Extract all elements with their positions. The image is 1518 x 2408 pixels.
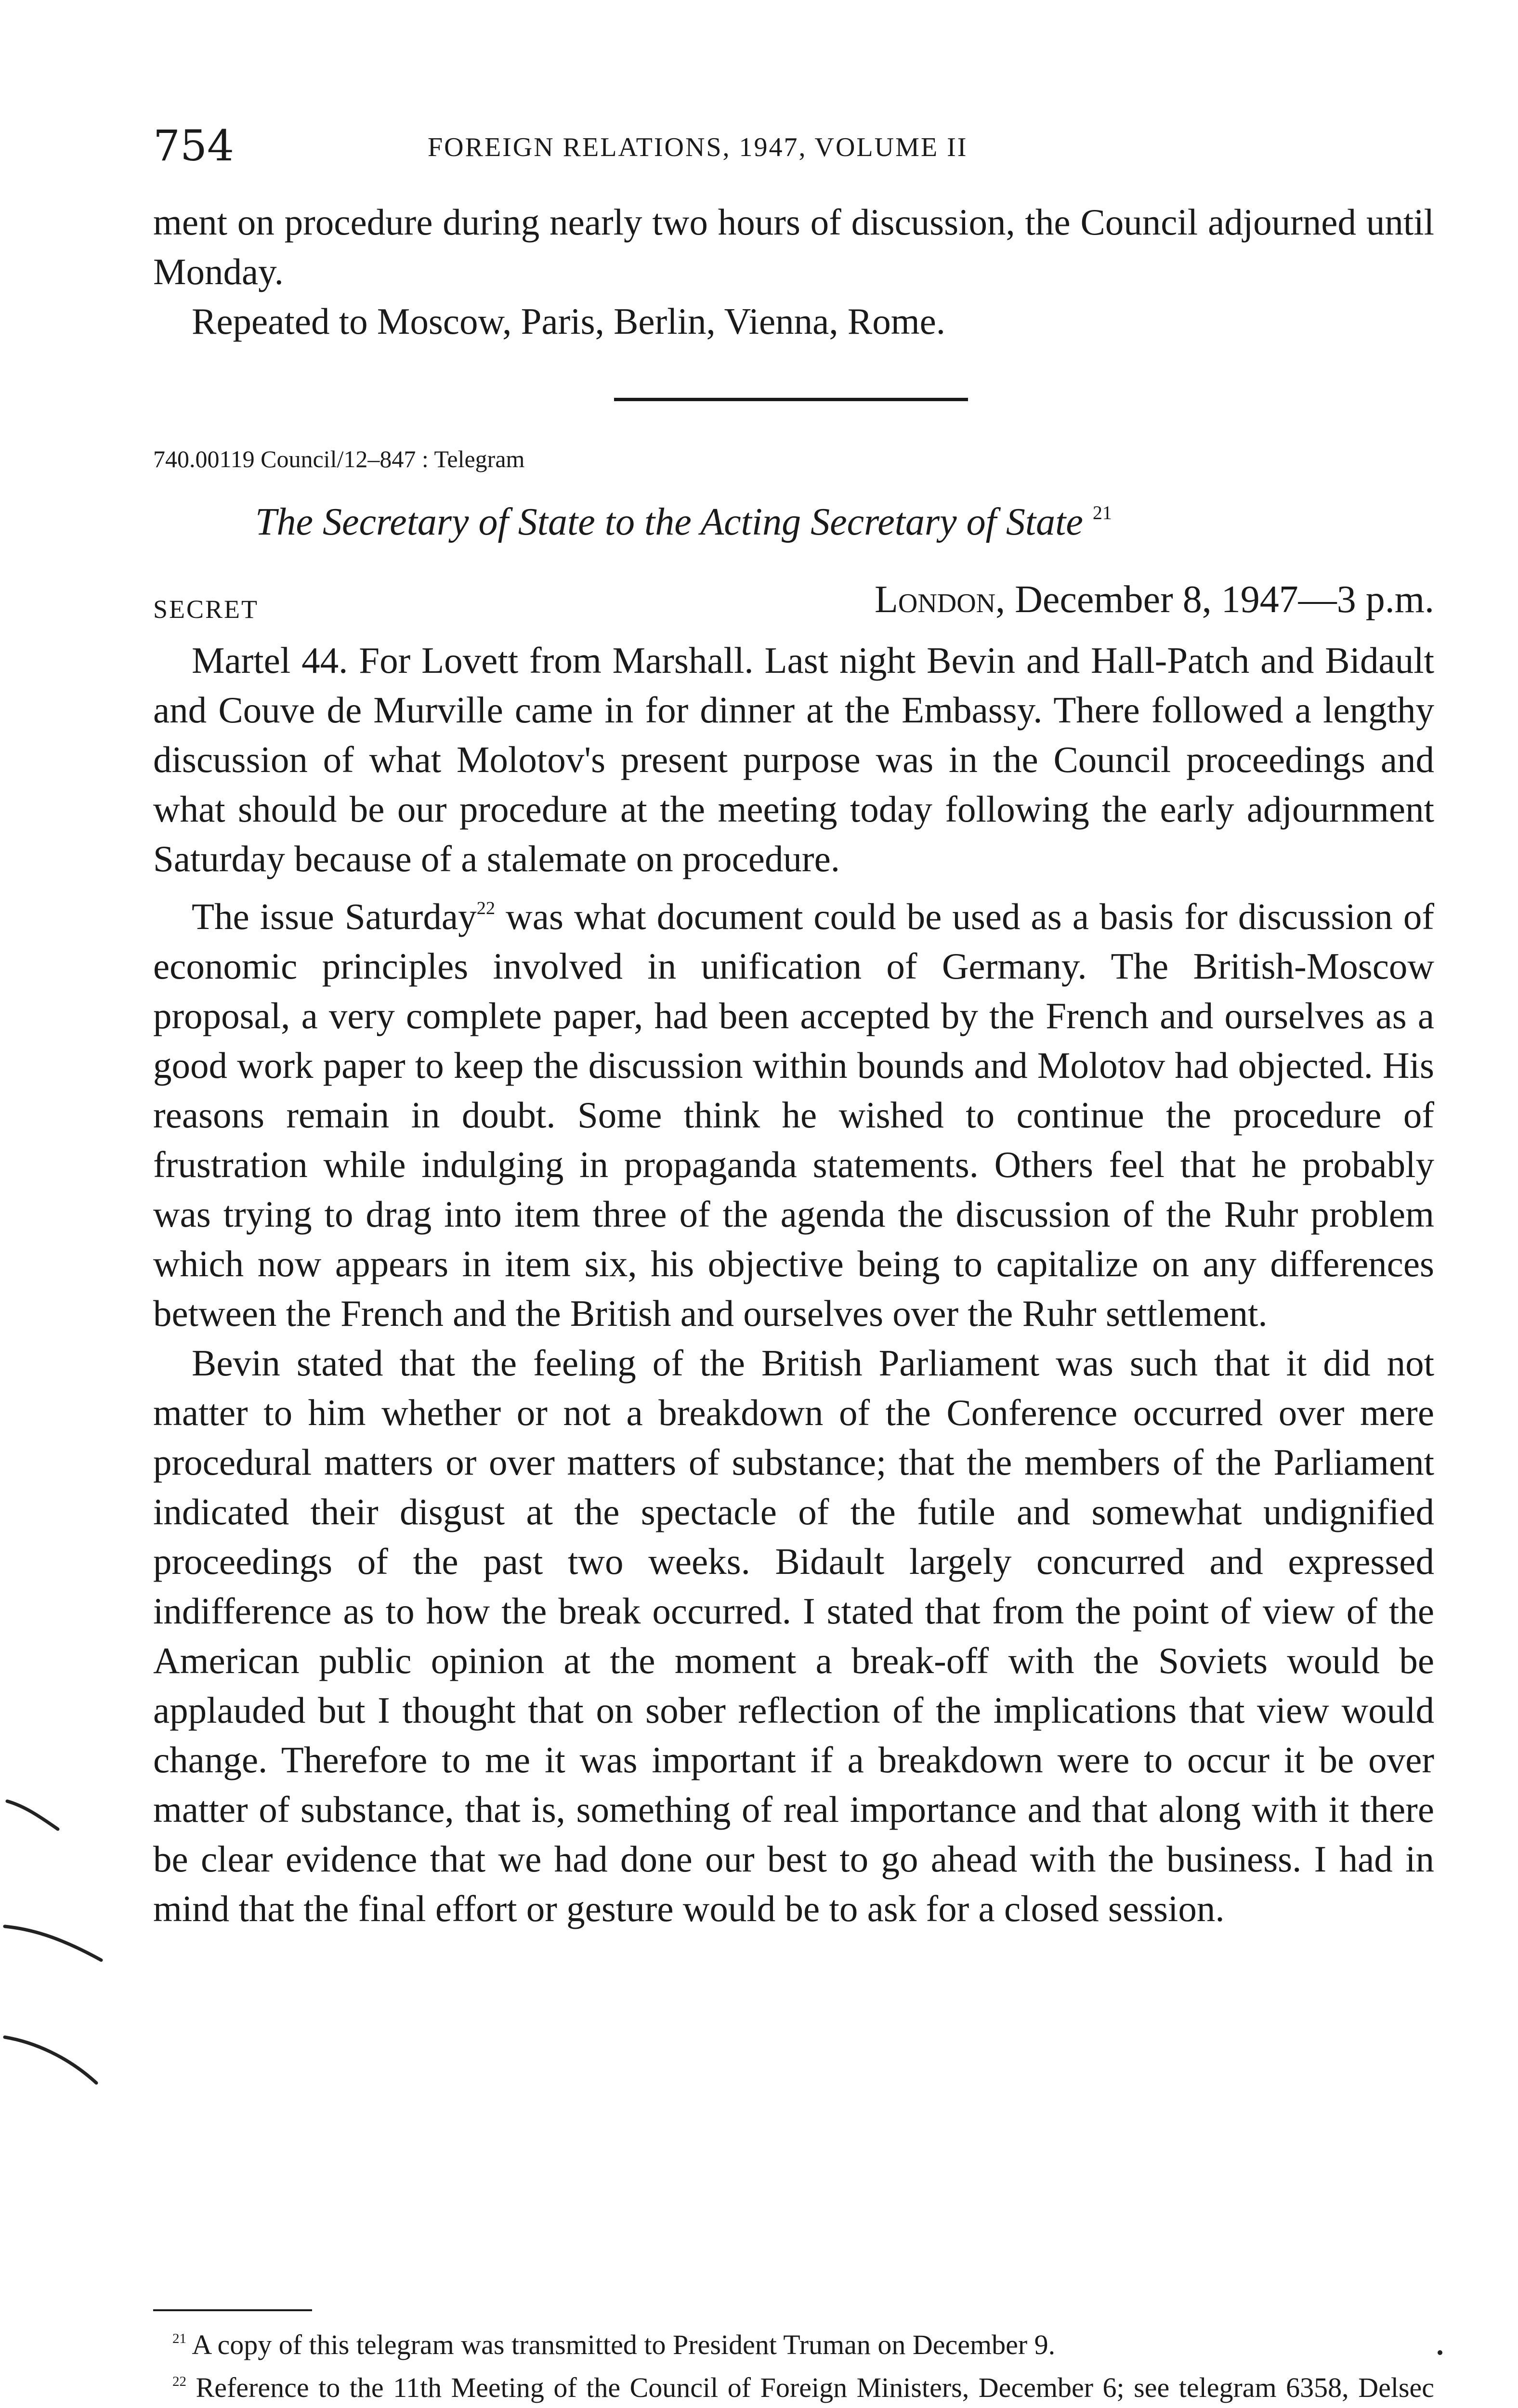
- page-number: 754: [153, 121, 234, 170]
- stray-mark: [1438, 2350, 1442, 2355]
- body-paragraph-1: Martel 44. For Lovett from Marshall. Last night Bevin and Hall-Patch and Bidault and Couve de Murville came in for dinner at the Embassy. There followed a lengthy discussion of what Molotov's present purpose was in the Council proceedings and what should be our procedure at the meeting today following the early adjournment Saturday because of a stalemate on procedure.: [153, 640, 1434, 879]
- file-reference: 740.00119 Council/12–847 : Telegram: [153, 445, 525, 472]
- footnote-ref-21: 21: [1092, 502, 1112, 523]
- footnote-22-number: 22: [172, 2374, 186, 2390]
- section-divider: [614, 398, 968, 401]
- footnotes: [153, 2320, 1434, 2408]
- body-paragraph-2-start: The issue Saturday: [192, 895, 477, 937]
- footnote-ref-22: 22: [476, 898, 496, 918]
- body-paragraph-2: [153, 884, 1434, 1338]
- footnote-22-text: Reference to the 11th Meeting of the Council of Foreign Ministers, December 6; see telegram 6358, Delsec: [196, 2372, 1434, 2404]
- footnote-21: [153, 2320, 1434, 2363]
- classification-label: SECRET: [153, 595, 259, 624]
- footnote-22: [153, 2363, 1434, 2408]
- footnote-separator: [153, 2309, 312, 2311]
- document-title-text: The Secretary of State to the Acting Secretary of State: [255, 501, 1083, 543]
- repeated-to-line: Repeated to Moscow, Paris, Berlin, Vienna, Rome.: [192, 301, 946, 342]
- footnote-21-number: 21: [172, 2331, 186, 2346]
- document-title: [255, 486, 1112, 549]
- continuation-text: [153, 197, 1434, 346]
- page-header: [153, 119, 1434, 172]
- body-paragraph-2-rest: was what document could be used as a basis for discussion of economic principles involved in unification of Germany. The British-Moscow proposal, a very complete paper, had been accepted by the French and ourselves as a good work paper to keep the discussion within bounds and Molotov had objected. His reasons remain in doubt. Some think he wished to continue the procedure of frustration while indulging in propaganda statements. Others feel that he probably was trying to drag into item three of the agenda the discussion of the Ruhr problem which now appears in item six, his objective being to capitalize on any differences between the French and the British and ourselves over the Ruhr settlement.: [153, 895, 1435, 1334]
- handwritten-margin-marks: [0, 1792, 125, 2129]
- footnote-21-text: A copy of this telegram was transmitted to President Truman on December 9.: [192, 2329, 1056, 2361]
- body-paragraph-3: Bevin stated that the feeling of the British Parliament was such that it did not matter to him whether or not a breakdown of the Conference occurred over mere procedural matters or over matters of substance; that the members of the Parliament indicated their disgust at the spectacle of the futile and somewhat undignified proceedings of the past two weeks. Bidault largely concurred and expressed indifference as to how the break occurred. I stated that from the point of view of the American public opinion at the moment a break-off with the Soviets would be applauded but I thought that on sober reflection of the implications that view would change. Therefore to me it was important if a breakdown were to occur it be over matter of substance, that is, something of real importance and that along with it there be clear evidence that we had done our best to go ahead with the business. I had in mind that the final effort or gesture would be to ask for a closed session.: [153, 1342, 1434, 1929]
- continuation-paragraph: ment on procedure during nearly two hours of discussion, the Council adjourned until Monday.: [153, 201, 1434, 292]
- dateline-date: December 8, 1947—3 p.m.: [1015, 578, 1434, 621]
- dateline-place: London,: [875, 578, 1006, 621]
- dateline: [875, 573, 1434, 626]
- telegram-body: [153, 636, 1434, 1934]
- running-title: FOREIGN RELATIONS, 1947, VOLUME II: [428, 132, 968, 162]
